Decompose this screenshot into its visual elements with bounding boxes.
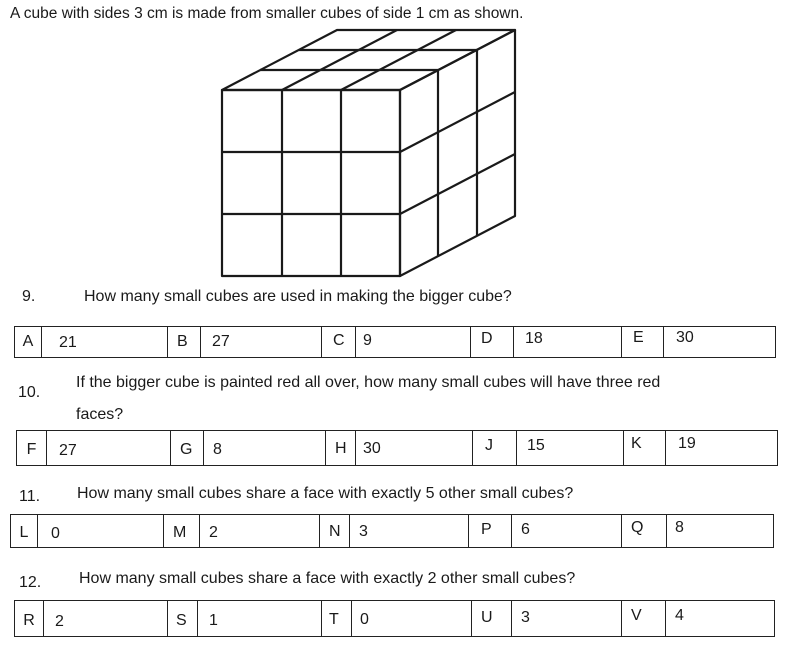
option-value: 9 xyxy=(363,332,372,349)
option-value: 2 xyxy=(55,613,64,630)
question-10-answer-row xyxy=(16,430,778,466)
option-letter: F xyxy=(17,431,47,465)
option-value: 8 xyxy=(675,519,684,536)
option-letter: S xyxy=(176,612,187,629)
question-9-text: How many small cubes are used in making the bigger cube? xyxy=(84,288,512,305)
question-12-text: How many small cubes share a face with exactly 2 other small cubes? xyxy=(79,570,576,587)
option-letter: H xyxy=(335,440,347,457)
option-value: 0 xyxy=(51,525,60,542)
question-10-text-line2: faces? xyxy=(76,406,124,423)
option-letter: D xyxy=(481,330,493,347)
option-letter: U xyxy=(481,609,493,626)
question-12-answer-row xyxy=(14,600,775,637)
option-letter: P xyxy=(481,521,492,538)
option-letter: T xyxy=(329,611,339,628)
option-value: 0 xyxy=(360,611,369,628)
option-value: 30 xyxy=(676,329,694,346)
option-value: 3 xyxy=(359,523,368,540)
option-letter: A xyxy=(15,327,42,357)
option-value: 2 xyxy=(209,524,218,541)
option-letter: N xyxy=(329,523,341,540)
option-value: 15 xyxy=(527,437,545,454)
option-letter: B xyxy=(177,333,188,350)
option-letter: C xyxy=(333,332,345,349)
question-10-text-line1: If the bigger cube is painted red all over, how many small cubes will have three red xyxy=(76,374,661,391)
option-value: 27 xyxy=(59,442,77,459)
option-value: 27 xyxy=(212,333,230,350)
option-value: 3 xyxy=(521,609,530,626)
option-letter: V xyxy=(631,607,642,624)
option-value: 19 xyxy=(678,435,696,452)
option-value: 6 xyxy=(521,521,530,538)
option-value: 8 xyxy=(213,441,222,458)
option-letter: Q xyxy=(631,519,644,536)
question-12-number: 12. xyxy=(19,574,42,591)
option-letter: J xyxy=(485,437,493,454)
option-letter: E xyxy=(633,329,644,346)
option-value: 30 xyxy=(363,440,381,457)
option-value: 1 xyxy=(209,612,218,629)
option-letter: L xyxy=(11,515,38,547)
option-value: 18 xyxy=(525,330,543,347)
question-9-answer-row xyxy=(14,326,776,358)
intro-text: A cube with sides 3 cm is made from smaller cubes of side 1 cm as shown. xyxy=(10,5,524,22)
option-letter: K xyxy=(631,435,642,452)
option-letter: R xyxy=(15,601,44,636)
question-11-text: How many small cubes share a face with exactly 5 other small cubes? xyxy=(77,485,574,502)
question-11-number: 11. xyxy=(19,488,41,505)
question-10-number: 10. xyxy=(18,384,41,401)
option-value: 21 xyxy=(59,334,77,351)
question-9-number: 9. xyxy=(22,288,36,305)
option-letter: M xyxy=(173,524,187,541)
option-value: 4 xyxy=(675,607,684,624)
option-letter: G xyxy=(180,441,193,458)
question-11-answer-row xyxy=(10,514,774,548)
